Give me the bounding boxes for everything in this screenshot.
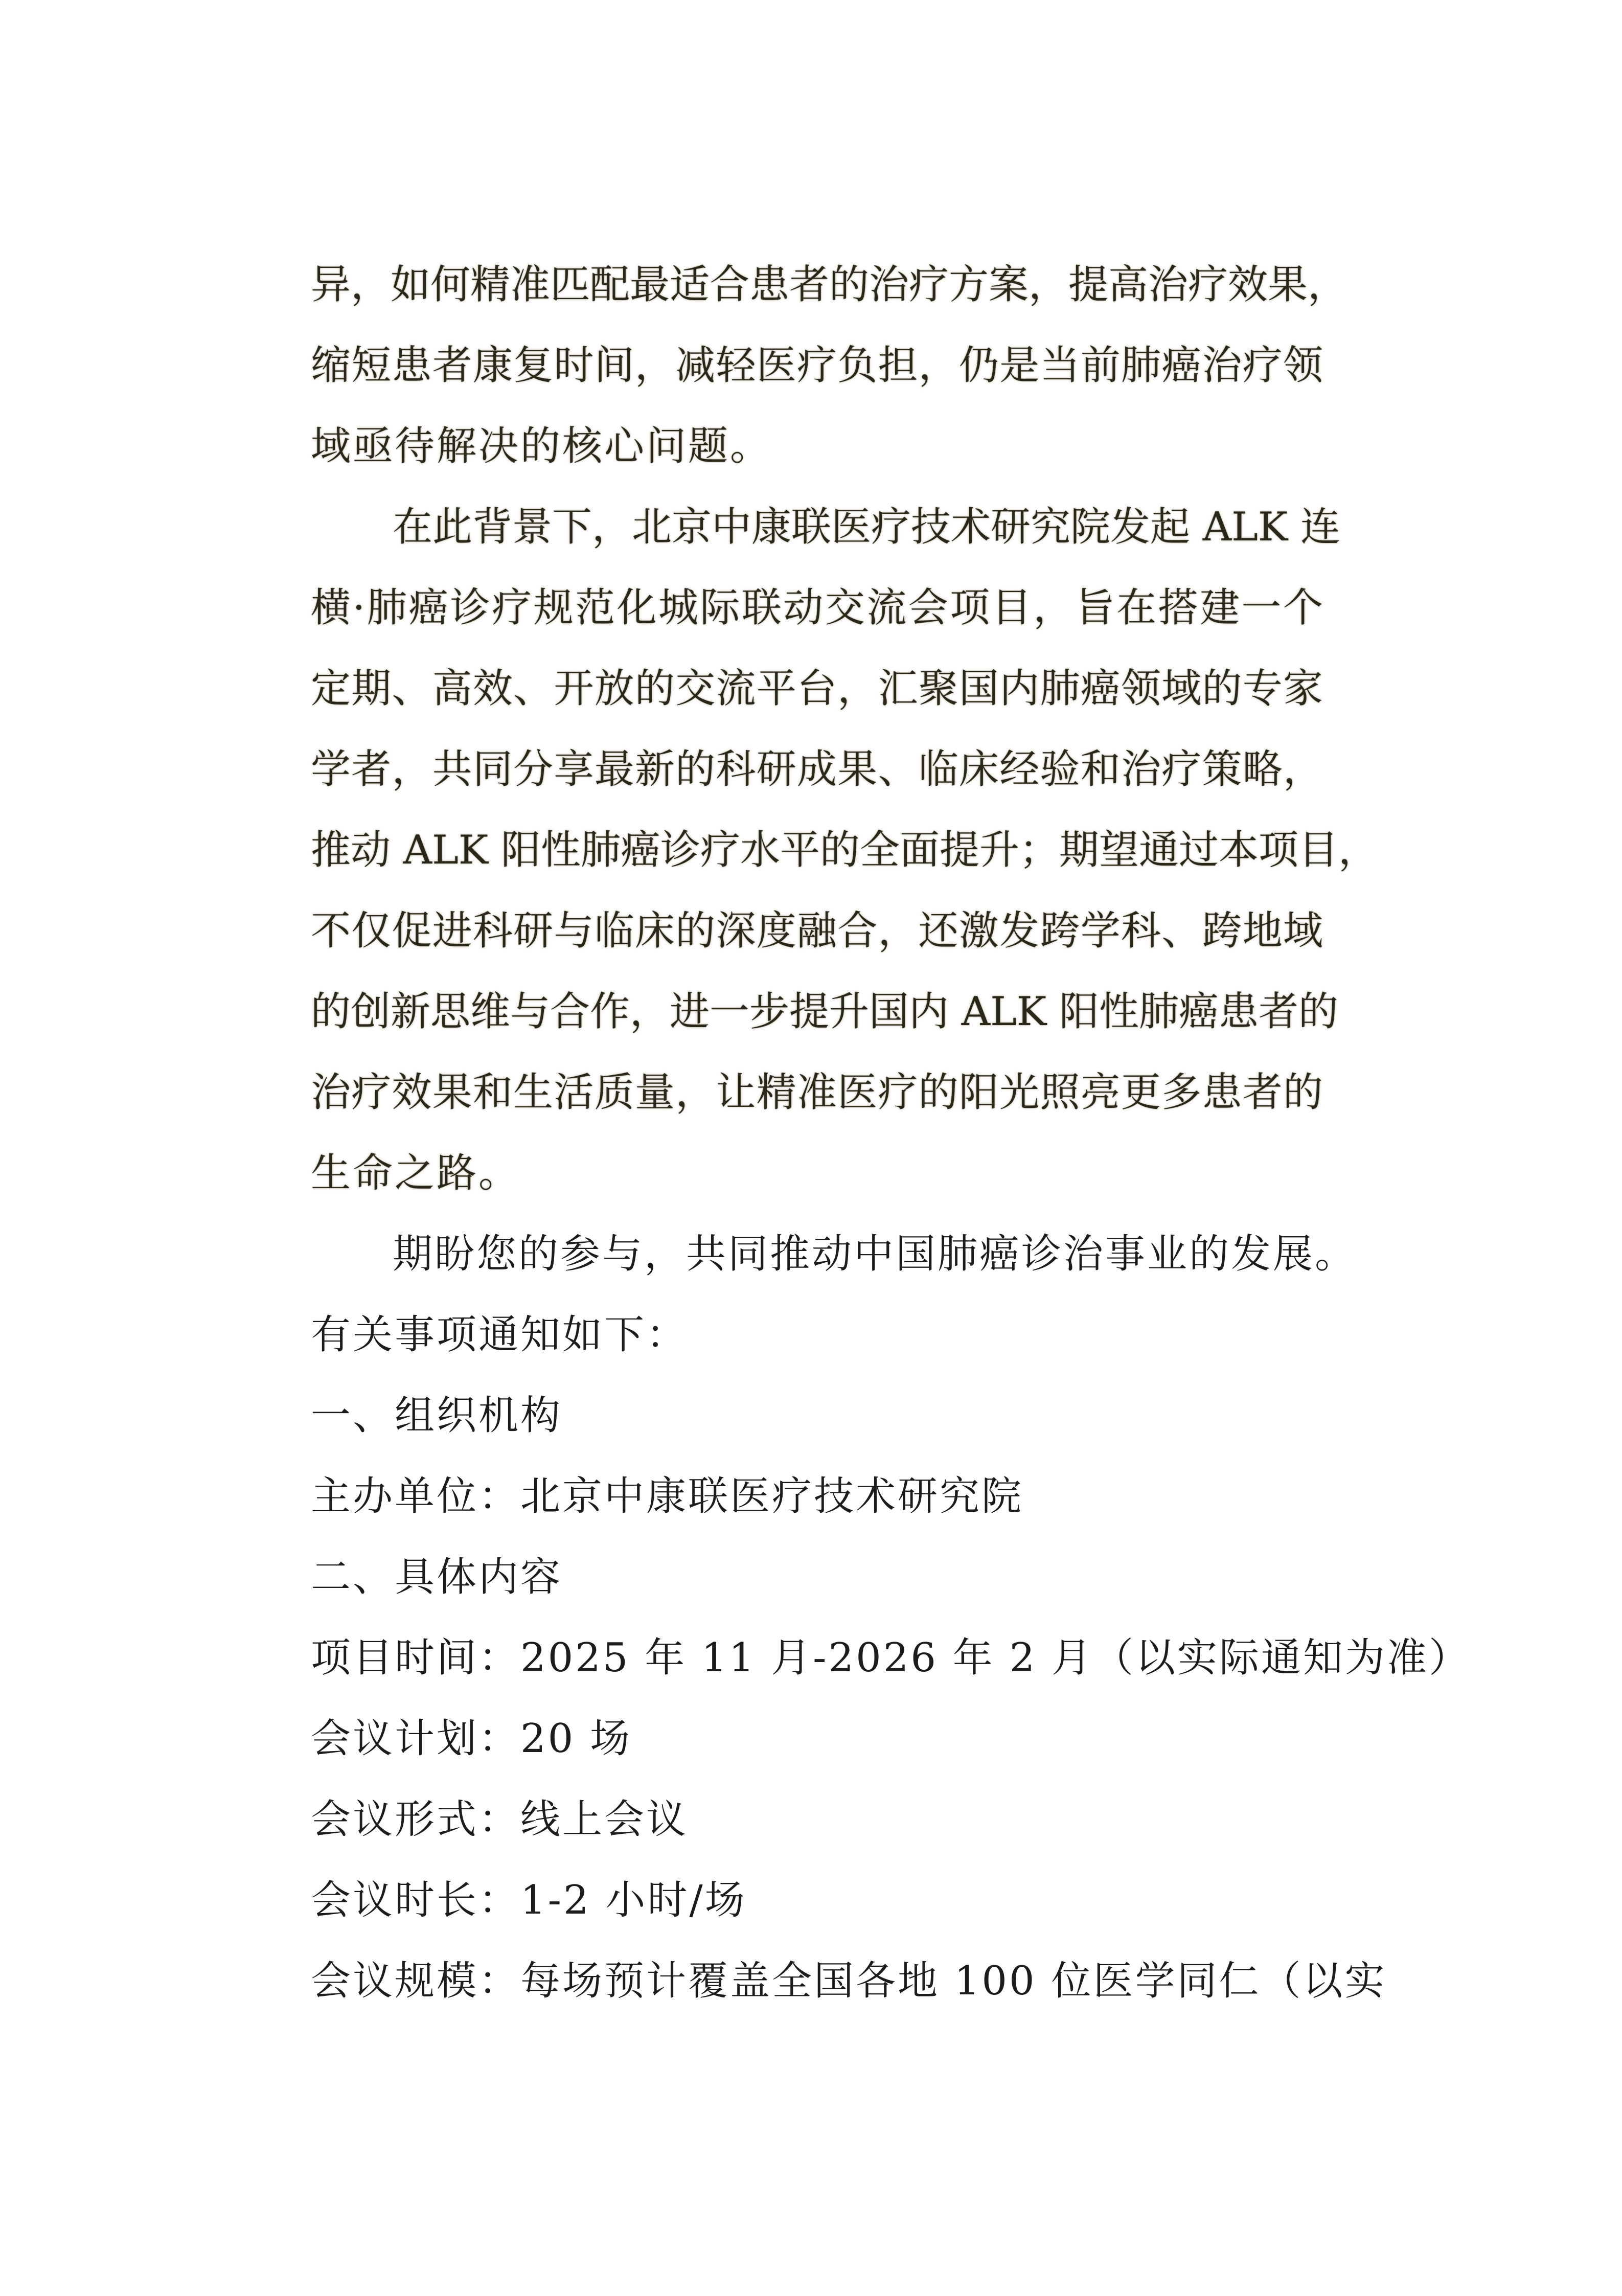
paragraph-background — [311, 487, 1378, 1214]
details-list — [311, 1618, 1471, 2021]
text-line: 推动 ALK 阳性肺癌诊疗水平的全面提升；期望通过本项目， — [311, 827, 1378, 873]
paragraph-invitation — [311, 1214, 1357, 1375]
text-line: 学者，共同分享最新的科研成果、临床经验和治疗策略， — [311, 746, 1323, 792]
text-line: 在此背景下，北京中康联医疗技术研究院发起 ALK 连 — [393, 504, 1340, 550]
paragraph-intro-continued — [311, 244, 1348, 487]
text-line: 域亟待解决的核心问题。 — [311, 423, 772, 469]
text-line: 异，如何精准匹配最适合患者的治疗方案，提高治疗效果， — [311, 262, 1348, 308]
detail-meeting-plan: 会议计划：20 场 — [311, 1716, 632, 1762]
document-body — [311, 244, 1471, 2021]
detail-project-time: 项目时间：2025 年 11 月-2026 年 2 月（以实际通知为准） — [311, 1635, 1471, 1681]
detail-meeting-format: 会议形式：线上会议 — [311, 1797, 689, 1843]
text-line: 生命之路。 — [311, 1150, 521, 1196]
text-line: 的创新思维与合作，进一步提升国内 ALK 阳性肺癌患者的 — [311, 989, 1338, 1035]
text-line: 不仅促进科研与临床的深度融合，还激发跨学科、跨地域 — [311, 908, 1323, 954]
text-line: 有关事项通知如下： — [311, 1312, 689, 1358]
section-heading-details: 二、具体内容 — [311, 1554, 563, 1600]
text-line: 治疗效果和生活质量，让精准医疗的阳光照亮更多患者的 — [311, 1070, 1323, 1116]
text-line: 缩短患者康复时间，减轻医疗负担，仍是当前肺癌治疗领 — [311, 343, 1323, 389]
text-line: 横·肺癌诊疗规范化城际联动交流会项目，旨在搭建一个 — [311, 585, 1323, 631]
text-line: 定期、高效、开放的交流平台，汇聚国内肺癌领域的专家 — [311, 666, 1323, 712]
detail-meeting-scale: 会议规模：每场预计覆盖全国各地 100 位医学同仁（以实 — [311, 1958, 1387, 2004]
section-heading-organization: 一、组织机构 — [311, 1393, 563, 1439]
organizer-line: 主办单位：北京中康联医疗技术研究院 — [311, 1473, 1024, 1519]
text-line: 期盼您的参与，共同推动中国肺癌诊治事业的发展。 — [393, 1231, 1357, 1277]
detail-meeting-duration: 会议时长：1-2 小时/场 — [311, 1877, 747, 1923]
